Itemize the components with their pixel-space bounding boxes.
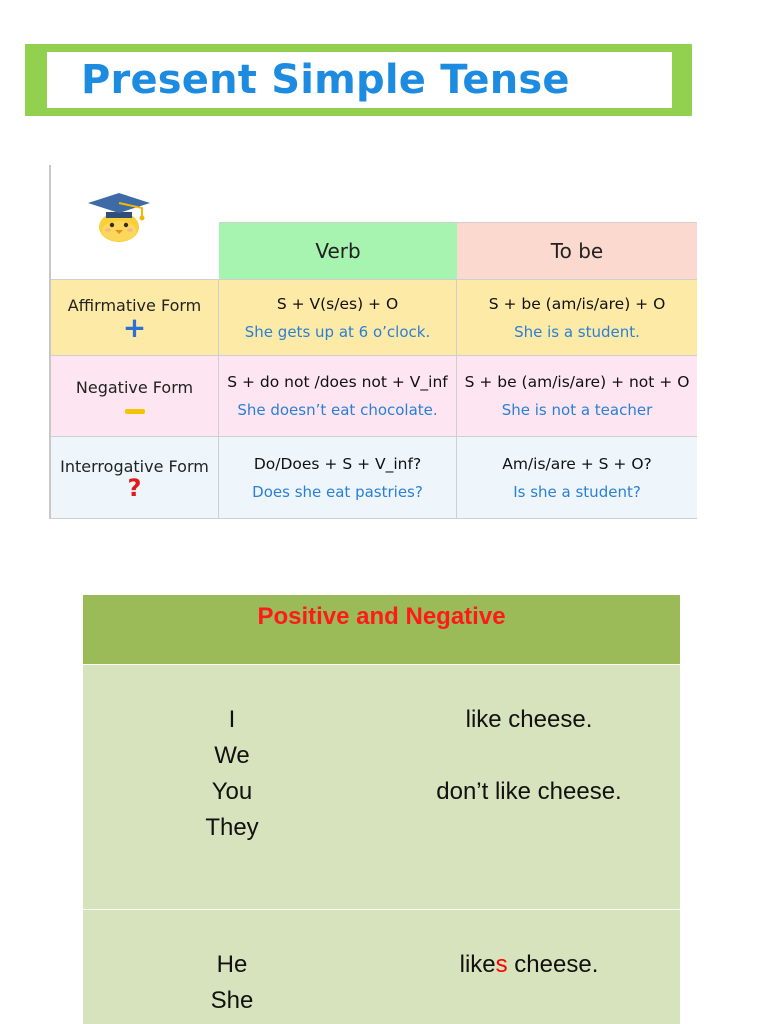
- verb-cell: [219, 280, 457, 355]
- verb-example: She gets up at 6 o’clock.: [244, 322, 431, 341]
- to-be-formula: S + be (am/is/are) + not + O: [464, 373, 690, 391]
- pn-title: Positive and Negative: [257, 603, 506, 630]
- pronoun: They: [205, 814, 259, 841]
- pn-row-plural: [83, 664, 680, 910]
- to-be-example: She is not a teacher: [501, 401, 653, 419]
- row-label-cell: [51, 356, 219, 436]
- verb-suffix: s: [495, 951, 508, 978]
- positive-sentence: like cheese.: [465, 706, 593, 733]
- verb-stem: like: [459, 951, 496, 978]
- to-be-example: She is a student.: [514, 322, 640, 341]
- grammar-table: [49, 165, 697, 519]
- row-affirmative: [51, 279, 697, 355]
- pronoun: You: [211, 778, 253, 805]
- verb-cell: [219, 437, 457, 518]
- verb-formula: Do/Does + S + V_inf?: [253, 454, 422, 473]
- row-label-cell: [51, 437, 219, 518]
- pn-row-singular: [83, 910, 680, 1024]
- question-mark-icon: ?: [127, 473, 142, 502]
- verb-formula: S + V(s/es) + O: [276, 294, 399, 313]
- to-be-formula: S + be (am/is/are) + O: [488, 294, 666, 313]
- to-be-example: Is she a student?: [513, 482, 641, 501]
- row-label: Negative Form: [75, 378, 194, 397]
- to-be-formula: Am/is/are + S + O?: [502, 454, 652, 473]
- pronoun: She: [210, 987, 254, 1014]
- title-banner: [25, 44, 692, 116]
- verb-example: Does she eat pastries?: [252, 482, 423, 501]
- to-be-cell: [457, 280, 697, 355]
- verb-formula: S + do not /does not + V_inf: [227, 373, 448, 391]
- to-be-cell: [457, 356, 697, 436]
- verb-cell: [219, 356, 457, 436]
- row-label: Affirmative Form: [67, 296, 202, 315]
- title-box: [47, 52, 672, 108]
- pn-header: [83, 595, 680, 664]
- verb-example: She doesn’t eat chocolate.: [237, 401, 438, 419]
- pronoun: We: [214, 742, 250, 769]
- positive-negative-table: [83, 595, 680, 1024]
- minus-icon: [125, 409, 145, 414]
- row-negative: [51, 355, 697, 436]
- header-verb: Verb: [219, 222, 457, 279]
- row-label-cell: [51, 280, 219, 355]
- row-label: Interrogative Form: [60, 456, 209, 476]
- graduation-cap-chick-icon: [84, 187, 154, 243]
- header-to-be: To be: [457, 222, 697, 279]
- pronoun: He: [216, 951, 248, 978]
- to-be-cell: [457, 437, 697, 518]
- plus-icon: +: [122, 311, 147, 344]
- page-title: Present Simple Tense: [81, 57, 570, 103]
- positive-sentence: [393, 951, 665, 979]
- negative-sentence: don’t like cheese.: [436, 778, 622, 805]
- sentence-rest: cheese.: [507, 951, 599, 978]
- row-interrogative: [51, 436, 697, 519]
- pronoun: I: [228, 706, 236, 733]
